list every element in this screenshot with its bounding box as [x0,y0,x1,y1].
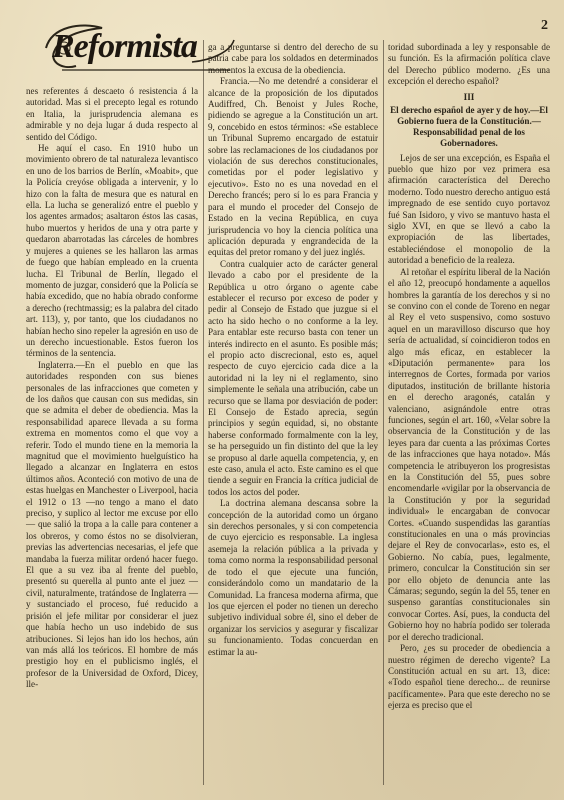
column-2 [208,42,378,658]
column-3 [388,42,550,712]
section-title: El derecho español de ayer y de hoy.—El Gobierno fuera de la Constitución.—Responsabilidad penal de los Gobernadores. [390,104,548,148]
paragraph: Pero, ¿es su proceder de obediencia a nuestro régimen de derecho vigente? La Constitución actual en su art. 13, dice: «Todo español tiene derecho... de reunirse pacíficamente». Para que este derecho no se ejerza es preciso que el [388,643,550,711]
paragraph: nes referentes á descaeto ó resistencia á la autoridad. Mas si el precepto legal es rotundo en Italia, la jurisprudencia alemana es admirable y no deja lugar á duda respecto al sentido del Código. [26,86,198,142]
paragraph: Al retoñar el espíritu liberal de la Nación el año 12, preocupó hondamente a aquellos hombres la garantía de los derechos y si no se convino con el conde de Toreno en negar al Rey el veto suspensivo, como sostuvo aquel en un maravilloso discurso que hoy sería de actualidad, sí coincidieron todos en algo más eficaz, en establecer la «Diputación permanente» para los interregnos de Cortes, formada por varios diputados, institución de brillante historia en el derecho aragonés, catalán y valenciano, asignándole entre otras funciones, según el art. 160, «Velar sobre la observancia de la Constitución y de las leyes para dar cuenta a las próximas Cortes de las infracciones que haya notado». Más competencia le atribuyeron los progresistas en la Constitución del 55, pues sobre encomendarle «vigilar por la observancia de la Constitución y por la seguridad individual» le encargaban de convocar Cortes. «Cuando suspendidas las garantías constitucionales en una o más provincias dejare el Rey de convocarlas», esto es, el Gobierno. No cabía, pues, legalmente, primero, conculcar la Constitución sin ser por ello objeto de denuncia ante las Cámaras; segundo, según la del 55, tener en suspenso garantías constitucionales sin convocar Cortes. Así, pues, la conducta del Gobierno hoy no habría podido ser tolerada por el derecho tradicional. [388,266,550,642]
paragraph: Contra cualquier acto de carácter general llevado a cabo por el presidente de la República u otro órgano o agente cabe establecer el recurso por exceso de poder y pedir al Consejo de Estado que juzgue si el acto ha sido hecho o no conforme a la ley. Para entablar este recurso basta con tener un interés indirecto en el asunto. Es posible más; el propio acto discrecional, esto es, aquel respecto de cuyo ejercicio cada dice a la autoridad ni la ley ni el reglamento, sino simplemente le señala una atribución, cabe un recurso que se llama por desviación de poder: El Consejo de Estado aprecia, según principios y según equidad, si, no obstante haberse conformado formalmente con la ley, se ha perseguido un fin distinto del que la ley se propuso al darle aquella competencia, y, en este caso, anula el acto. Este camino es el que tiende a seguir en Francia la crítica judicial de todos los actos del poder. [208,258,378,497]
column-divider-2 [383,40,384,785]
paragraph: Francia.—No me detendré a considerar el alcance de la proposición de los diputados Audiffred, Ch. Benoist y Jules Roche, pidiendo se agregue a la Constitución un art. 9, concebido en estos términos: «Se establece un Tribunal Supremo encargado de estatuir sobre las reclamaciones de los ciudadanos por violación de sus derechos constitucionales, cometidas por el poder legislativo y ejecutivo». Esto no es una novedad en el Derecho francés; pero sí lo es para Francia y para el mundo el proceder del Consejo de Estado en la vecina República, en cuya jurisprudencia vo hoy la ciencia política una aplicación depurada y engrandecida de la equitas del pretor romano y del juez inglés. [208,76,378,258]
column-1 [26,86,198,691]
paragraph: He aquí el caso. En 1910 hubo un movimiento obrero de tal naturaleza levantisco en uno de los barrios de Berlín, «Moabit», que la Policía creyóse obligada a intervenir, y lo hizo con la falta de mesura que es natural en ella. La lucha se generalizó entre el pueblo y los agentes armados; asaltaron éstos las casas, hubo muertos y heridos de una y otra parte y quedaron abarrotadas las cárceles de hombres y mujeres a quienes se les hallaron las armas de fuego que habían empleado en la cruenta lucha. El Tribunal de Berlín, llegado el momento de juzgar, consideró que la Policía se había excedido, que no había obrado conforme a derecho (rechtmassig; es la palabra del citado art. 113), y, por tanto, que los ciudadanos no habían hecho sino repeler la agresión en uso de un derecho incuestionable. Estos fueron los términos de la sentencia. [26,143,198,359]
paragraph: Inglaterra.—En el pueblo en que las autoridades responden con sus bienes personales de las infracciones que cometen y de los daños que causan con sus medidas, sin que se admita el deber de obediencia. Mas la responsabilidad aparece llevada a su forma extrema en momentos como el que voy a referir. Todo el mundo tiene en la memoria la magnitud que el movimiento huelguístico ha llegado a alcanzar en Inglaterra en estos últimos años. Aconteció con motivo de una de estas huelgas en Manchester o Liverpool, hacia el 1912 o 13 —no tengo a mano el dato preciso, y suplico al lector me excuse por ello— que salió la tropa a la calle para contener a los obreros, y como éstos no se disolvieran, previas las advertencias necesarias, el jefe que mandaba la fuerza militar ordenó hacer fuego. El que a su vez iba al frente del pueblo, presentó su querella al punto ante el juez —civil, naturalmente, tratándose de Inglaterra —y sustanciado el proceso, fué reducido a prisión el jefe militar por considerar el juez que había hecho un uso indebido de sus atribuciones. Si lejos han ido los hechos, aún van más allá los teóricos. El hombre de más prestigio hoy en el publicismo inglés, el profesor de la Universidad de Oxford, Dicey, lle- [26,359,198,690]
column-divider-1 [203,40,204,785]
page-number: 2 [541,18,548,33]
paragraph: toridad subordinada a ley y responsable de su función. Es la afirmación política clave del Derecho público moderno. ¿Es una excepción el derecho español? [388,42,550,87]
paragraph: ga a preguntarse si dentro del derecho de su patria cabe para los soldados en determinados momentos la excusa de la obediencia. [208,42,378,75]
paragraph: La doctrina alemana descansa sobre la concepción de la autoridad como un órgano sin derechos personales, y si con competencia de cuyo ejercicio es responsable. La inglesa asemeja la relación pública a la privada y toma como norma la responsabilidad personal de todo el que ejecute una función, considerándolo como un mandatario de la Comunidad. La francesa moderna afirma, que los que ejercen el poder no tienen un derecho subjetivo individual sobre él, sino el deber de organizar los servicios y asegurar y fiscalizar su funcionamiento. Todas concuerdan en estimar la au- [208,498,378,657]
section-number: III [463,91,475,102]
masthead-title: Reformista [52,28,197,65]
paragraph: Lejos de ser una excepción, es España el pueblo que hizo por vez primera esa afirmación característica del Derecho moderno. Todo nuestro derecho antiguo está impregnado de ese sentido cuyo portavoz fué San Isidoro, y vivo se mantuvo hasta el siglo XVI, en que se llevó a cabo la expropiación de las libertades, estableciéndose el monopolio de la autoridad a beneficio de la realeza. [388,152,550,266]
